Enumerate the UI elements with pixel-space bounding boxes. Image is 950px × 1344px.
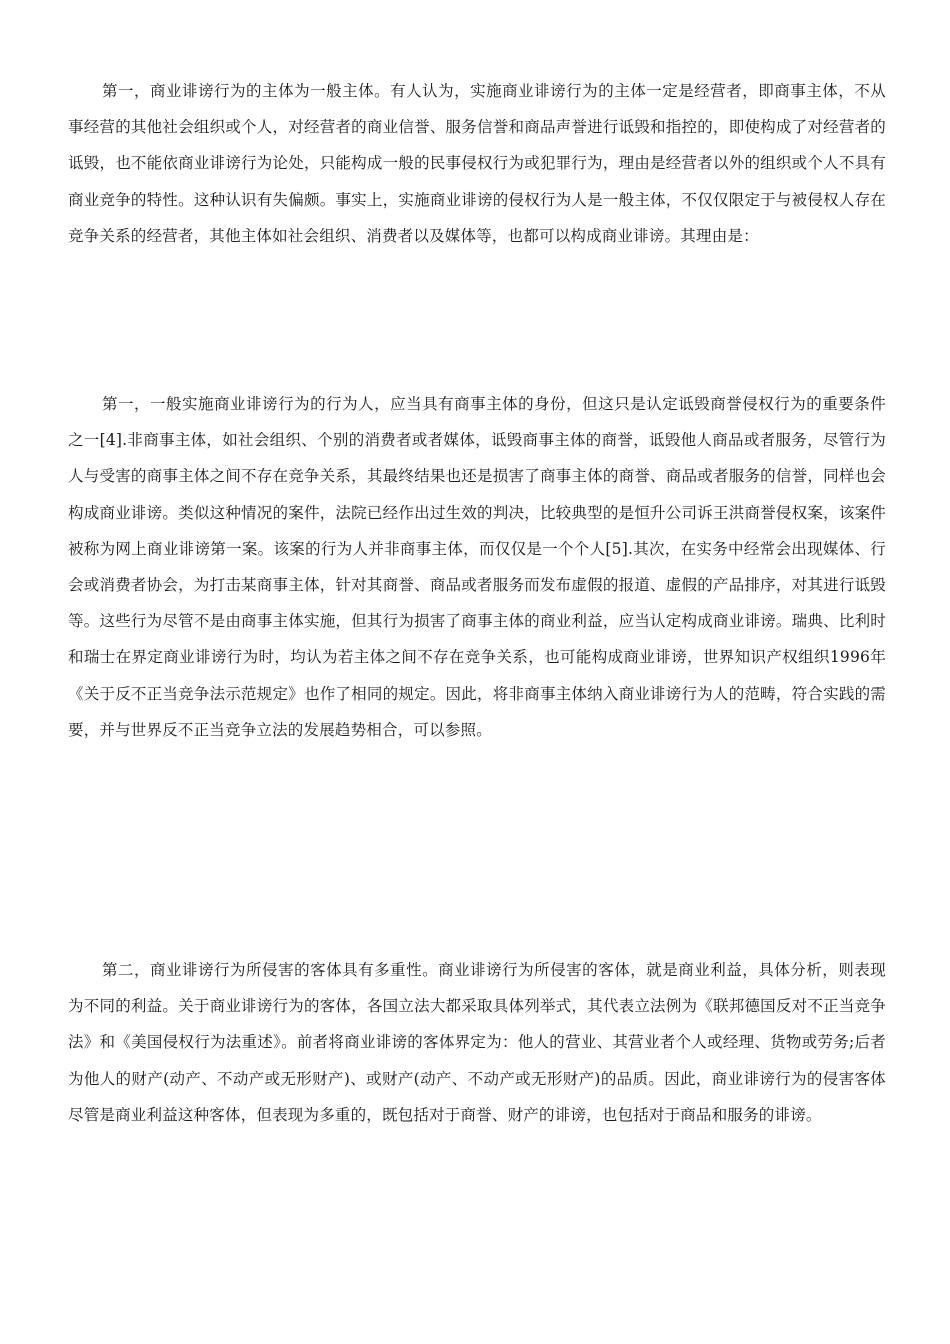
paragraph-reasons: 第一，一般实施商业诽谤行为的行为人，应当具有商事主体的身份，但这只是认定诋毁商誉侵权行为的重要条件之一[4].非商事主体，如社会组织、个别的消费者或者媒体，诋毁商事主体的商誉，诋毁他人商品或者服务，尽管行为人与受害的商事主体之间不存在竞争关系，其最终结果也还是损害了商事主体的商誉、商品或者服务的信誉，同样也会构成商业诽谤。类似这种情况的案件，法院已经作出过生效的判决，比较典型的是恒升公司诉王洪商誉侵权案，该案件被称为网上商业诽谤第一案。该案的行为人并非商事主体，而仅仅是一个个人[5].其次，在实务中经常会出现媒体、行会或消费者协会，为打击某商事主体，针对其商誉、商品或者服务而发布虚假的报道、虚假的产品排序，对其进行诋毁等。这些行为尽管不是由商事主体实施，但其行为损害了商事主体的商业利益，应当认定构成商业诽谤。瑞典、比利时和瑞士在界定商业诽谤行为时，均认为若主体之间不存在竞争关系，也可能构成商业诽谤，世界知识产权组织1996年《关于反不正当竞争法示范规定》也作了相同的规定。因此，将非商事主体纳入商业诽谤行为人的范畴，符合实践的需要，并与世界反不正当竞争立法的发展趋势相合，可以参照。: [68, 395, 886, 739]
paragraph-subject: 第一，商业诽谤行为的主体为一般主体。有人认为，实施商业诽谤行为的主体一定是经营者，即商事主体，不从事经营的其他社会组织或个人，对经营者的商业信誉、服务信誉和商品声誉进行诋毁和指控的，即使构成了对经营者的诋毁，也不能依商业诽谤行为论处，只能构成一般的民事侵权行为或犯罪行为，理由是经营者以外的组织或个人不具有商业竞争的特性。这种认识有失偏颇。事实上，实施商业诽谤的侵权行为人是一般主体，不仅仅限定于与被侵权人存在竞争关系的经营者，其他主体如社会组织、消费者以及媒体等，也都可以构成商业诽谤。其理由是：: [68, 82, 886, 245]
paragraph-object: 第二，商业诽谤行为所侵害的客体具有多重性。商业诽谤行为所侵害的客体，就是商业利益，具体分析，则表现为不同的利益。关于商业诽谤行为的客体，各国立法大都采取具体列举式，其代表立法例为《联邦德国反对不正当竞争法》和《美国侵权行为法重述》。前者将商业诽谤的客体界定为：他人的营业、其营业者个人或经理、货物或劳务;后者为他人的财产(动产、不动产或无形财产)、或财产(动产、不动产或无形财产)的品质。因此，商业诽谤行为的侵害客体尽管是商业利益这种客体，但表现为多重的，既包括对于商誉、财产的诽谤，也包括对于商品和服务的诽谤。: [68, 961, 886, 1124]
